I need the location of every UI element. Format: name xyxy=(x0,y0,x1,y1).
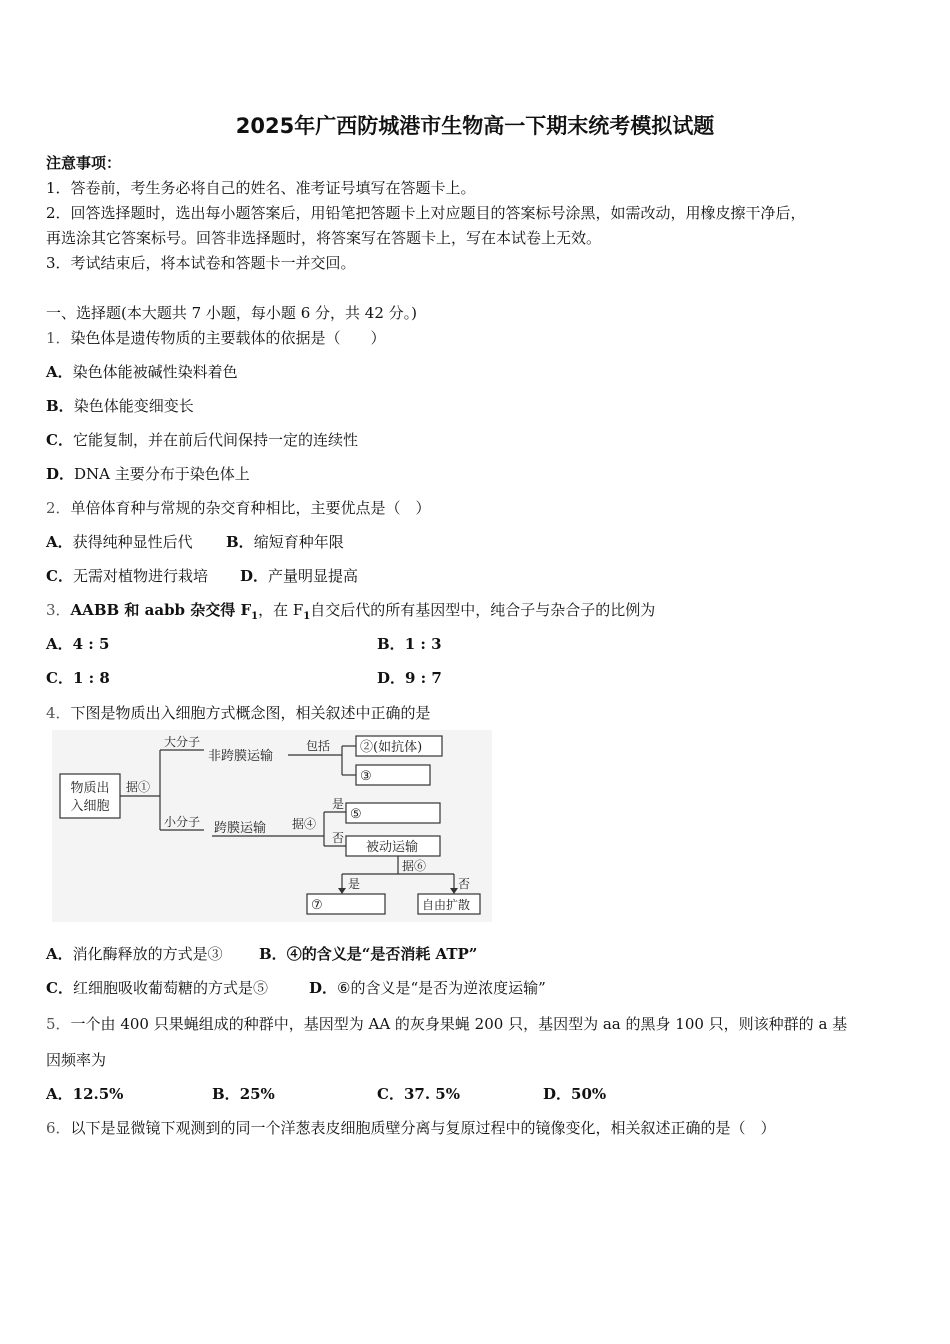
box2-label: ②(如抗体) xyxy=(360,740,423,755)
includes-label: 包括 xyxy=(306,739,331,753)
question-6-stem xyxy=(46,1117,776,1138)
option-label: C． xyxy=(46,567,73,585)
option-label: C． xyxy=(46,979,73,997)
box5-label: ⑤ xyxy=(350,807,362,822)
option-label: B． xyxy=(46,397,74,415)
option-label: C． xyxy=(46,431,73,449)
basis4-label: 据④ xyxy=(292,817,317,831)
option-text: 1 : 8 xyxy=(72,669,110,687)
yes-label: 是 xyxy=(332,797,345,811)
transport-concept-diagram xyxy=(52,730,492,922)
q5-option-b xyxy=(212,1083,275,1104)
option-text: 它能复制，并在前后代间保持一定的连续性 xyxy=(72,431,358,449)
option-text: ⑥的含义是“是否为逆浓度运输” xyxy=(337,979,546,997)
option-label: C． xyxy=(377,1085,404,1103)
question-number: 3． xyxy=(46,601,71,619)
question-number: 1． xyxy=(46,329,71,347)
option-label: A． xyxy=(46,635,73,653)
option-label: D． xyxy=(377,669,406,687)
option-text: 红细胞吸收葡萄糖的方式是⑤ xyxy=(72,979,268,997)
option-text: 染色体能变细变长 xyxy=(73,397,194,415)
option-label: B． xyxy=(377,635,405,653)
non-transmembrane-label: 非跨膜运输 xyxy=(208,749,274,764)
question-text: 一个由 400 只果蝇组成的种群中，基因型为 AA 的灰身果蝇 200 只，基因型为 aa 的黑身 100 只，则该种群的 a 基 xyxy=(70,1015,848,1033)
notice-item: 3．考试结束后，将本试卷和答题卡一并交回。 xyxy=(46,254,356,272)
option-label: A． xyxy=(46,363,73,381)
subscript: 1 xyxy=(251,611,259,622)
q2-option-d xyxy=(240,565,358,586)
q1-option-c xyxy=(46,429,358,450)
option-label: B． xyxy=(212,1085,240,1103)
q2-option-a xyxy=(46,531,193,552)
question-text: 染色体是遗传物质的主要载体的依据是（ ） xyxy=(70,329,386,347)
option-label: D． xyxy=(543,1085,572,1103)
question-text: AABB 和 aabb 杂交得 F xyxy=(70,601,252,619)
box7-label: ⑦ xyxy=(311,898,323,913)
question-number: 5． xyxy=(46,1015,71,1033)
q3-option-b xyxy=(377,633,442,654)
option-label: B． xyxy=(226,533,254,551)
option-text: DNA 主要分布于染色体上 xyxy=(74,465,250,483)
q3-option-c xyxy=(46,667,110,688)
notice-item: 再选涂其它答案标号。回答非选择题时，将答案写在答题卡上，写在本试卷上无效。 xyxy=(46,229,602,247)
question-number: 6． xyxy=(46,1119,71,1137)
option-text: 无需对植物进行栽培 xyxy=(72,567,208,585)
macromolecule-label: 大分子 xyxy=(164,735,201,749)
root-label-line1: 物质出 xyxy=(70,781,110,796)
q1-option-d xyxy=(46,463,250,484)
root-label-line2: 入细胞 xyxy=(70,799,110,814)
option-label: D． xyxy=(240,567,269,585)
q1-option-a xyxy=(46,361,238,382)
q5-option-c xyxy=(377,1083,460,1104)
question-4-stem xyxy=(46,702,431,723)
question-2-stem xyxy=(46,497,431,518)
question-text: ，在 F xyxy=(258,601,304,619)
option-label: A． xyxy=(46,1085,73,1103)
question-text: 自交后代的所有基因型中，纯合子与杂合子的比例为 xyxy=(310,601,656,619)
option-text: 4 : 5 xyxy=(72,635,110,653)
question-number: 2． xyxy=(46,499,71,517)
notice-item: 2．回答选择题时，选出每小题答案后，用铅笔把答题卡上对应题目的答案标号涂黑，如需改动，用橡皮擦干净后， xyxy=(46,204,806,222)
option-label: A． xyxy=(46,533,73,551)
q4-option-b xyxy=(259,943,477,964)
option-text: 50% xyxy=(571,1085,607,1103)
no-label: 否 xyxy=(458,877,471,891)
q3-option-d xyxy=(377,667,442,688)
q2-option-b xyxy=(226,531,344,552)
q5-option-d xyxy=(543,1083,606,1104)
basis6-label: 据⑥ xyxy=(402,859,427,873)
option-text: 获得纯种显性后代 xyxy=(72,533,193,551)
section-heading: 一、选择题(本大题共 7 小题，每小题 6 分，共 42 分。) xyxy=(46,304,417,322)
q1-option-b xyxy=(46,395,194,416)
question-3-stem xyxy=(46,599,655,622)
subscript: 1 xyxy=(303,611,311,622)
option-text: 染色体能被碱性染料着色 xyxy=(72,363,238,381)
option-text: 37. 5% xyxy=(403,1085,460,1103)
option-text: 25% xyxy=(239,1085,275,1103)
notice-item: 1．答卷前，考生务必将自己的姓名、准考证号填写在答题卡上。 xyxy=(46,179,476,197)
question-1-stem xyxy=(46,327,386,348)
q3-option-a xyxy=(46,633,110,654)
q2-option-c xyxy=(46,565,208,586)
question-5-stem xyxy=(46,1013,847,1034)
question-number: 4． xyxy=(46,704,71,722)
no-label: 否 xyxy=(332,831,345,845)
box3-label: ③ xyxy=(360,769,372,784)
q5-option-a xyxy=(46,1083,123,1104)
basis1-label: 据① xyxy=(126,780,151,794)
free-diffusion-label: 自由扩散 xyxy=(422,898,471,912)
passive-transport-label: 被动运输 xyxy=(366,840,419,855)
option-label: C． xyxy=(46,669,73,687)
option-text: ④的含义是“是否消耗 ATP” xyxy=(286,945,478,963)
option-text: 1 : 3 xyxy=(404,635,442,653)
question-text: 单倍体育种与常规的杂交育种相比，主要优点是（ ） xyxy=(70,499,431,517)
yes-label: 是 xyxy=(348,877,361,891)
option-label: B． xyxy=(259,945,287,963)
question-text: 以下是显微镜下观测到的同一个洋葱表皮细胞质壁分离与复原过程中的镜像变化，相关叙述正确的是（ ） xyxy=(70,1119,776,1137)
option-text: 12.5% xyxy=(72,1085,124,1103)
option-text: 产量明显提高 xyxy=(268,567,359,585)
question-5-stem-cont: 因频率为 xyxy=(46,1051,107,1069)
question-text: 下图是物质出入细胞方式概念图，相关叙述中正确的是 xyxy=(70,704,431,722)
notice-heading: 注意事项： xyxy=(46,154,122,172)
q4-option-c xyxy=(46,977,268,998)
option-text: 缩短育种年限 xyxy=(253,533,344,551)
transmembrane-label: 跨膜运输 xyxy=(214,821,267,836)
option-label: D． xyxy=(309,979,338,997)
q4-option-a xyxy=(46,943,223,964)
q4-option-d xyxy=(309,977,546,998)
page-title: 2025年广西防城港市生物高一下期末统考模拟试题 xyxy=(235,114,715,138)
option-text: 消化酶释放的方式是③ xyxy=(72,945,223,963)
option-label: A． xyxy=(46,945,73,963)
option-label: D． xyxy=(46,465,75,483)
option-text: 9 : 7 xyxy=(405,669,442,687)
small-molecule-label: 小分子 xyxy=(164,815,201,829)
